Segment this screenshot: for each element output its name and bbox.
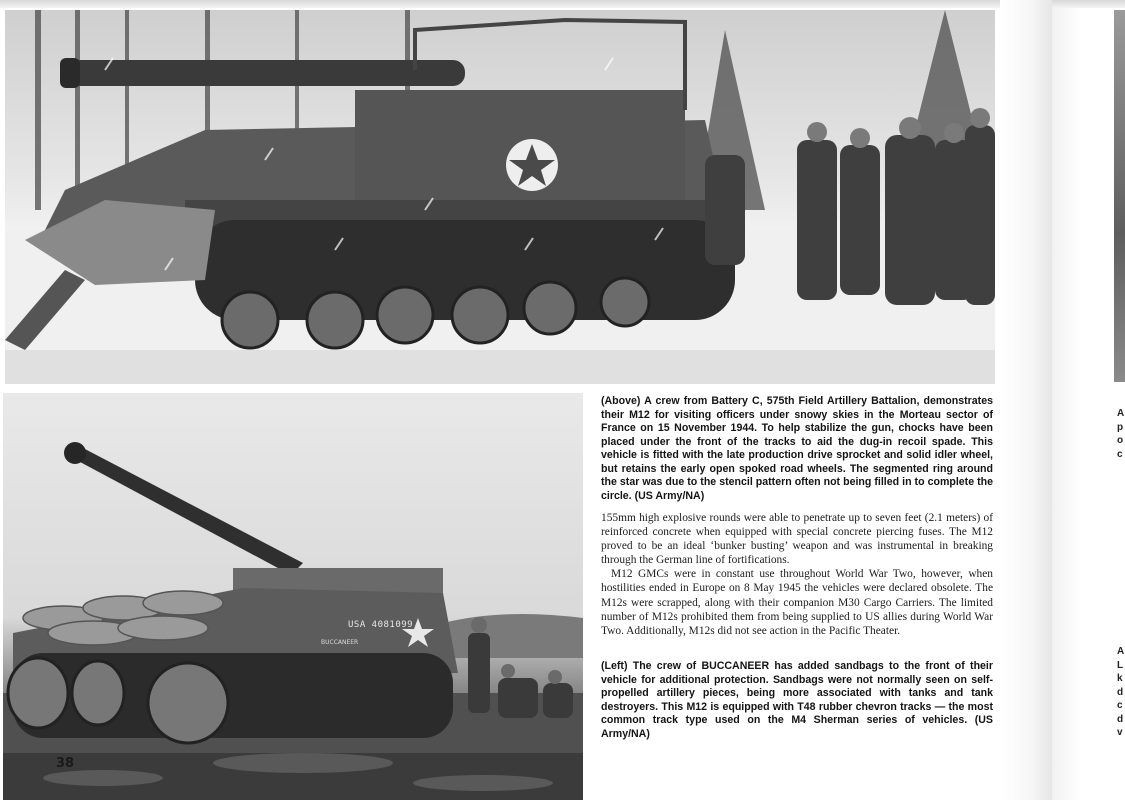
caption-left: (Left) The crew of BUCCANEER has added sandbags to the front of their vehicle for additional protection. Sandbags were not normally seen on self-propelled artillery pieces, being more associated with tanks and tank destroyers. This M12 is equipped with T48 rubber chevron tracks — the most common track type used on the M4 Sherman series of vehicles. (US Army/NA) — [601, 660, 993, 740]
fragment-letter: A — [1117, 646, 1125, 657]
fragment-letter: A — [1117, 408, 1125, 419]
body-paragraph: 155mm high explosive rounds were able to penetrate up to seven feet (2.1 meters) of reinforced concrete when equipped with special concrete piercing fuses. The M12 proved to be an ideal ‘bunker busting’ weapon and was instrumental in breaking through the German line of fortifications. — [601, 512, 993, 567]
fragment-letter: d — [1117, 686, 1124, 698]
fragment-letter: c — [1117, 700, 1123, 711]
photo-buccaneer — [3, 393, 583, 800]
fragment-letter: c — [1117, 448, 1123, 460]
photo-buccaneer-drawing — [3, 393, 583, 800]
body-text — [601, 511, 993, 638]
caption-above: (Above) A crew from Battery C, 575th Field Artillery Battalion, demonstrates their M12 for visiting officers under snowy skies in the Morteau sector of France on 15 November 1944. To help stabilize the gun, chocks have been placed under the front of the tracks to aid the dug-in recoil spade. This vehicle is fitted with the late production drive sprocket and solid idler wheel, but retains the early open spoked road wheels. The segmented ring around the star was due to the stencil pattern often not being filled in to complete the circle. (US Army/NA) — [601, 395, 993, 502]
fragment-letter: L — [1117, 659, 1124, 671]
fragment-letter: v — [1117, 727, 1123, 738]
page-gutter — [1000, 0, 1052, 800]
vehicle-serial-marking: USA 4081099 — [348, 620, 414, 630]
facing-page-photo-sliver — [1114, 10, 1125, 382]
photo-m12-snow-drawing — [5, 10, 995, 384]
vehicle-name-marking: BUCCANEER — [321, 639, 359, 646]
fragment-letter: o — [1117, 435, 1124, 446]
page-number: 38 — [56, 756, 75, 771]
facing-page-text-fragment-upper — [1117, 407, 1125, 461]
fragment-letter: k — [1117, 673, 1123, 684]
body-paragraph: M12 GMCs were in constant use throughout World War Two, however, when hostilities ended in Europe on 8 May 1945 the vehicles were declared obsolete. The M12s were scrapped, along with their companion M30 Cargo Carriers. The limited number of M12s prohibited them from being supplied to US allies during World War Two. Additionally, M12s did not see action in the Pacific Theater. — [601, 568, 993, 637]
photo-m12-snow — [5, 10, 995, 384]
fragment-letter: d — [1117, 713, 1124, 725]
scan-top-edge — [0, 0, 1125, 8]
facing-page-text-fragment-lower — [1117, 645, 1125, 740]
fragment-letter: p — [1117, 421, 1124, 433]
